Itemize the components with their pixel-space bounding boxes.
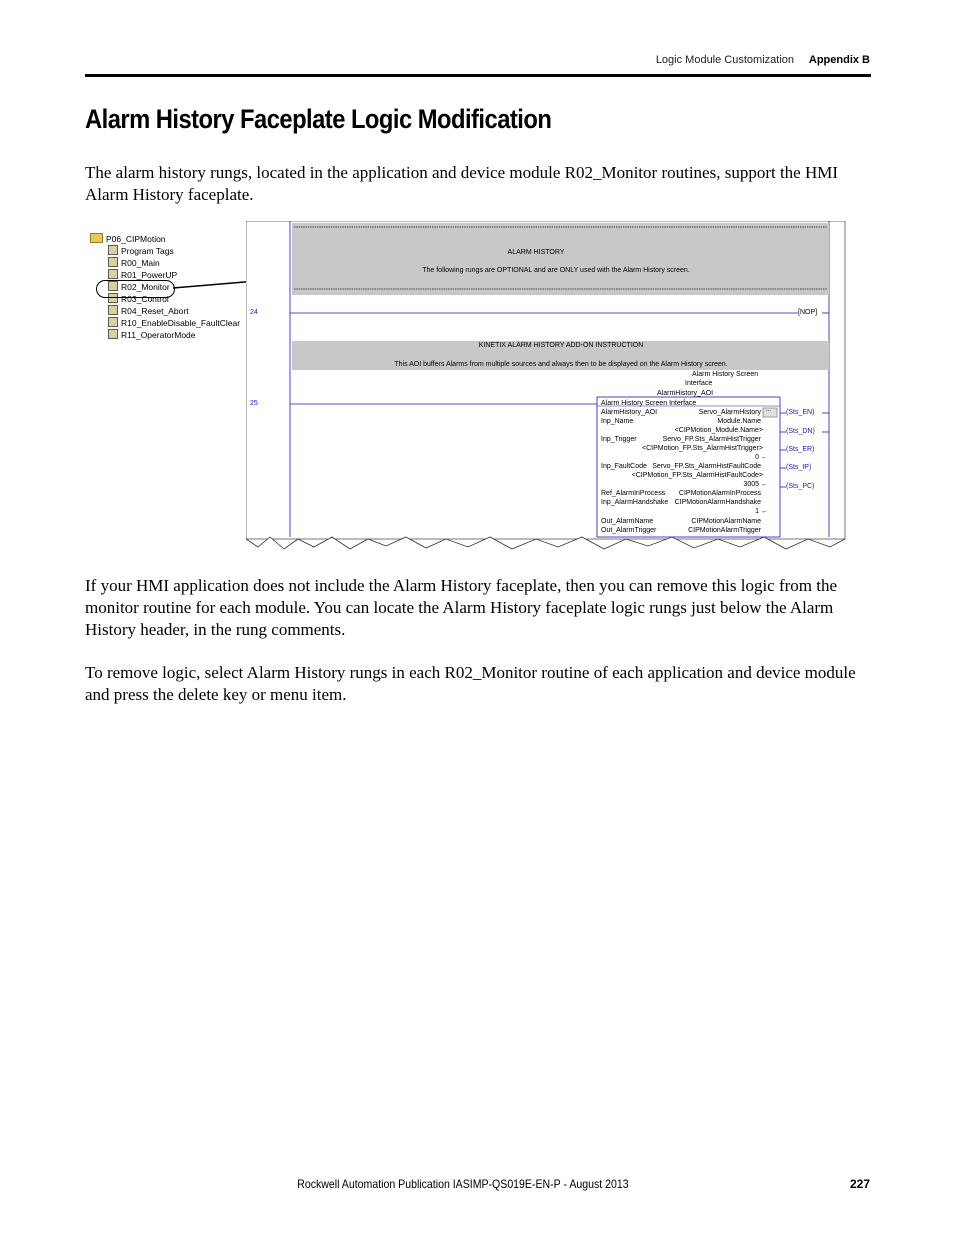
param-live-value: 0 ← [755, 454, 768, 461]
comment-text-optional: The following rungs are OPTIONAL and are ONLY used with the Alarm History screen. [422, 267, 690, 274]
param-live-value: 1 ← [755, 508, 768, 515]
param-value-description: <CIPMotion_FP.Sts_AlarmHistTrigger> [642, 445, 763, 452]
output-sts-en[interactable]: (Sts_EN) [786, 409, 815, 416]
param-label: Inp_AlarmHandshake [601, 499, 669, 506]
tree-item-r11[interactable]: R11_OperatorMode [108, 329, 196, 341]
routine-icon [108, 317, 118, 327]
page-title: Alarm History Faceplate Logic Modification [85, 104, 552, 134]
aoi-header: Alarm History Screen Interface [601, 400, 697, 407]
aoi-description-line2: Interface [685, 380, 713, 387]
instructions-paragraph: To remove logic, select Alarm History rungs in each R02_Monitor routine of each application and device module and press the delete key or menu item. [85, 663, 856, 704]
param-label: Inp_Name [601, 418, 634, 425]
tags-icon [108, 245, 118, 255]
tree-item-r01[interactable]: R01_PowerUP [108, 269, 177, 281]
tree-item-r00[interactable]: R00_Main [108, 257, 160, 269]
tree-item-r04[interactable]: R04_Reset_Abort [108, 305, 189, 317]
ladder-logic-view [246, 221, 846, 553]
param-value[interactable]: CIPMotionAlarmName [691, 518, 761, 525]
comment-title-alarm-history: ALARM HISTORY [507, 249, 565, 256]
output-sts-er[interactable]: (Sts_ER) [786, 446, 815, 453]
running-header-appendix: Appendix B [808, 54, 870, 66]
tree-item-r02[interactable]: R02_Monitor [108, 281, 170, 293]
aoi-instance-name: AlarmHistory_AOI [657, 390, 714, 397]
tree-item-r03[interactable]: R03_Control [108, 293, 169, 305]
rung-number-24[interactable]: 24 [250, 309, 258, 316]
r02-highlight-circle [96, 280, 175, 298]
tree-root-program[interactable]: P06_CIPMotion [90, 233, 166, 245]
comment-text-aoi: This AOI buffers Alarms from multiple sources and always then to be displayed on the Alarm History screen. [394, 361, 728, 368]
param-value-description: <CIPMotion_FP.Sts_AlarmHistFaultCode> [631, 472, 763, 479]
param-label: AlarmHistory_AOI [601, 409, 658, 416]
param-label: Inp_FaultCode [601, 463, 647, 470]
routine-icon [108, 257, 118, 267]
param-value[interactable]: CIPMotionAlarmInProcess [678, 490, 761, 497]
output-sts-ip[interactable]: (Sts_IP) [786, 464, 812, 471]
param-value[interactable]: Servo_FP.Sts_AlarmHistFaultCode [652, 463, 761, 470]
intro-paragraph: The alarm history rungs, located in the application and device module R02_Monitor routines, support the HMI Alarm History faceplate. [85, 163, 839, 204]
param-live-value: 3005 ← [743, 481, 768, 488]
output-sts-pc[interactable]: (Sts_PC) [786, 483, 815, 490]
param-label: Inp_Trigger [601, 436, 637, 443]
routine-icon [108, 269, 118, 279]
routine-icon [108, 305, 118, 315]
param-value[interactable]: Servo_AlarmHistory [698, 409, 761, 416]
comment-title-kinetix: KINETIX ALARM HISTORY ADD-ON INSTRUCTION [478, 342, 644, 349]
aoi-description-line1: Alarm History Screen [692, 371, 759, 378]
footer-publication: Rockwell Automation Publication IASIMP-QS019E-EN-P - August 2013 [297, 1177, 629, 1191]
param-value-description: <CIPMotion_Module.Name> [674, 427, 763, 434]
param-label: Ref_AlarmInProcess [601, 490, 666, 497]
param-value[interactable]: Servo_FP.Sts_AlarmHistTrigger [662, 436, 761, 443]
output-sts-dn[interactable]: (Sts_DN) [786, 428, 815, 435]
param-label: Out_AlarmName [601, 518, 654, 525]
tree-item-r10[interactable]: R10_EnableDisable_FaultClear [108, 317, 240, 329]
nop-instruction[interactable]: [NOP] [798, 309, 818, 316]
tree-item-program-tags[interactable]: Program Tags [108, 245, 174, 257]
param-value[interactable]: Module.Name [717, 418, 761, 425]
rung-number-25[interactable]: 25 [250, 400, 258, 407]
page-number: 227 [849, 1177, 870, 1191]
running-header-section: Logic Module Customization [655, 54, 794, 66]
header-rule [85, 74, 871, 77]
param-label: Out_AlarmTrigger [601, 527, 657, 534]
remove-info-paragraph: If your HMI application does not include the Alarm History faceplate, then you can remove this logic from the monitor routine for each module. You can locate the Alarm History faceplate logic rungs just below the Alarm History header, in the rung comments. [85, 576, 838, 639]
routine-icon [108, 329, 118, 339]
param-value[interactable]: CIPMotionAlarmHandshake [674, 499, 761, 506]
param-value[interactable]: CIPMotionAlarmTrigger [688, 527, 761, 534]
program-folder-icon [90, 233, 103, 243]
browse-button[interactable]: ... [766, 407, 772, 413]
